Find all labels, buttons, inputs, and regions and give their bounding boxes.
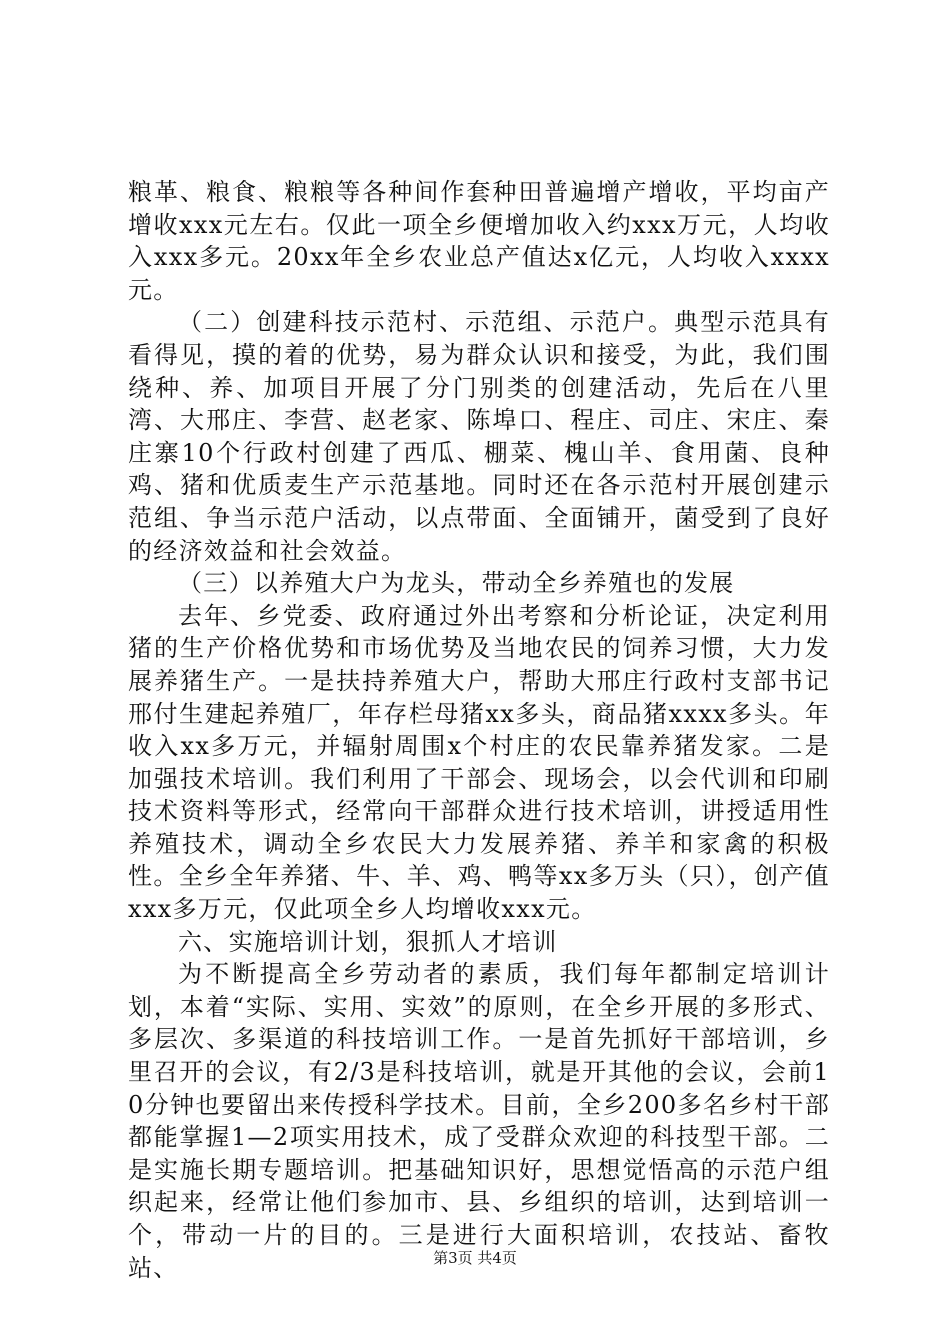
paragraph-1: 粮革、粮食、粮粮等各种间作套种田普遍增产增收，平均亩产增收xxx元左右。仅此一项全乡便增加收入约xxx万元，人均收入xxx多元。20xx年全乡农业总产值达x亿元，人均收入xxxx元。 [128,178,830,304]
section-heading-6: 六、实施培训计划，狠抓人才培训 [178,927,558,956]
page-footer: 第3页 共4页 [433,1249,517,1267]
paragraph-2: （二）创建科技示范村、示范组、示范户。典型示范具有看得见，摸的着的优势，易为群众认识和接受，为此，我们围绕种、养、加项目开展了分门别类的创建活动，先后在八里湾、大邢庄、李营、赵老家、陈埠口、程庄、司庄、宋庄、秦庄寨10个行政村创建了西瓜、棚菜、槐山羊、食用菌、良种鸡、猪和优质麦生产示范基地。同时还在各示范村开展创建示范组、争当示范户活动，以点带面、全面铺开，菌受到了良好的经济效益和社会效益。 [128,308,830,565]
paragraph-4: 去年、乡党委、政府通过外出考察和分析论证，决定利用猪的生产价格优势和市场优势及当地农民的饲养习惯，大力发展养猪生产。一是扶持养殖大户，帮助大邢庄行政村支部书记邢付生建起养殖厂，年存栏母猪xx多头，商品猪xxxx多头。年收入xx多万元，并辐射周围x个村庄的农民靠养猪发家。二是加强技术培训。我们利用了干部会、现场会，以会代训和印刷技术资料等形式，经常向干部群众进行技术培训，讲授适用性养殖技术，调动全乡农民大力发展养猪、养羊和家禽的积极性。全乡全年养猪、牛、羊、鸡、鸭等xx多万头（只），创产值xxx多万元，仅此项全乡人均增收xxx元。 [128,601,830,924]
paragraph-3: （三）以养殖大户为龙头，带动全乡养殖也的发展 [178,569,735,598]
document-body [128,176,830,1284]
paragraph-6: 为不断提高全乡劳动者的素质，我们每年都制定培训计划，本着“实际、实用、实效”的原则，在全乡开展的多形式、多层次、多渠道的科技培训工作。一是首先抓好干部培训，乡里召开的会议，有2/3是科技培训，就是开其他的会议，会前10分钟也要留出来传授科学技术。目前，全乡200多名乡村干部都能掌握1—2项实用技术，成了受群众欢迎的科技型干部。二是实施长期专题培训。把基础知识好，思想觉悟高的示范户组织起来，经常让他们参加市、县、乡组织的培训，达到培训一个，带动一片的目的。三是进行大面积培训，农技站、畜牧站、 [128,960,830,1282]
